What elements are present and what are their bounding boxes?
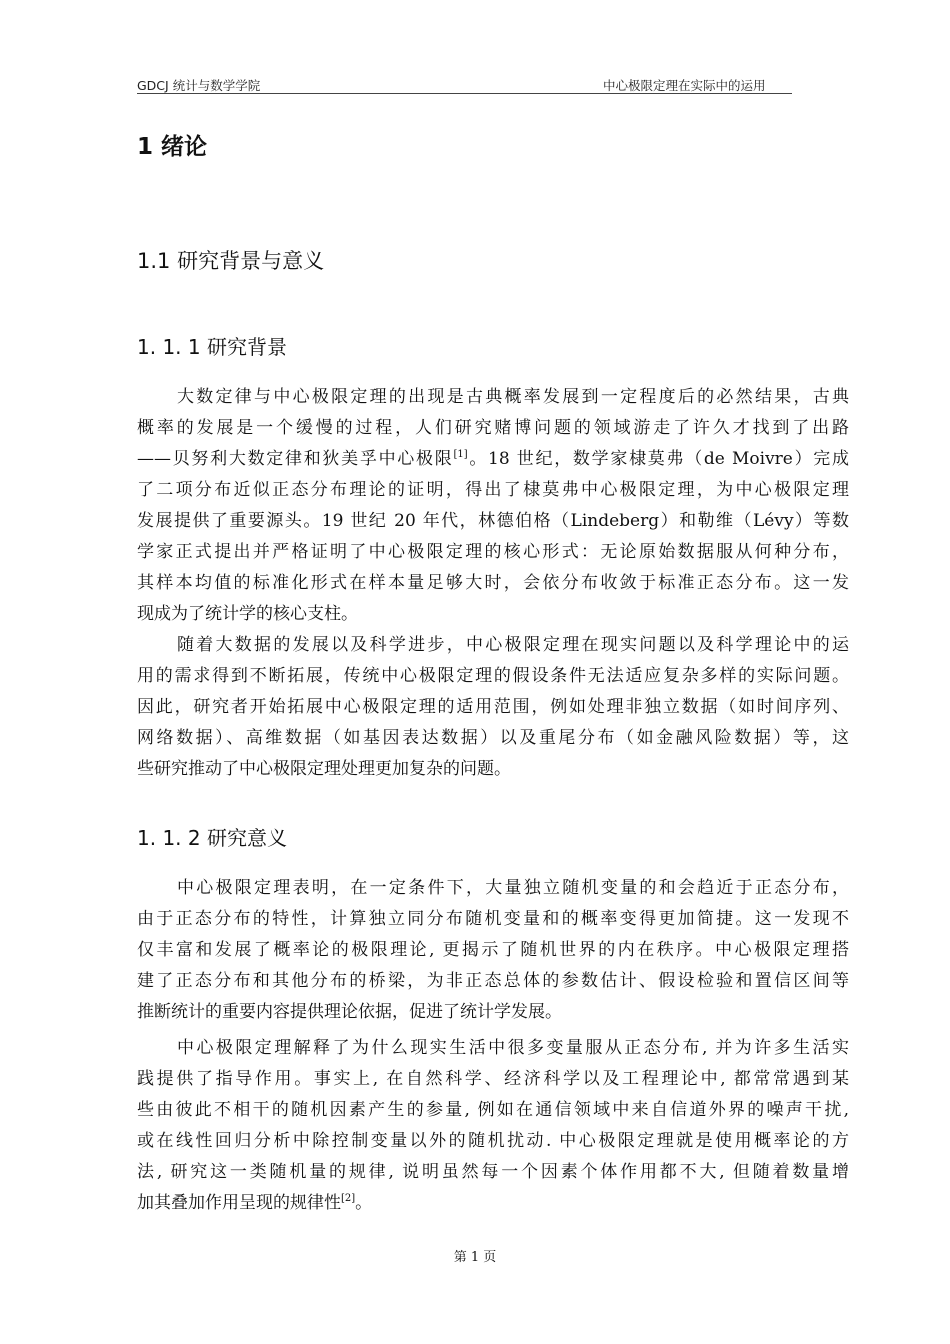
text-line: 用的需求得到不断拓展，传统中心极限定理的假设条件无法适应复杂多样的实际问题。 <box>137 666 849 686</box>
text-segment: ——贝努利大数定律和狄美孚中心极限 <box>137 449 454 469</box>
citation-ref: [2] <box>341 1193 356 1204</box>
text-segment: 加其叠加作用呈现的规律性 <box>137 1193 341 1213</box>
subsection-title-background: 1. 1. 1 研究背景 <box>137 335 287 359</box>
header-left: GDCJ 统计与数学学院 <box>137 78 261 93</box>
paragraph-background-2 <box>137 630 849 785</box>
paragraph-background-1 <box>137 382 849 630</box>
text-line: 网络数据）、高维数据（如基因表达数据）以及重尾分布（如金融风险数据）等，这 <box>137 728 849 748</box>
paragraph-significance-2 <box>137 1033 849 1219</box>
text-line: 或在线性回归分析中除控制变量以外的随机扰动. 中心极限定理就是使用概率论的方 <box>137 1131 849 1151</box>
text-line: 随着大数据的发展以及科学进步，中心极限定理在现实问题以及科学理论中的运 <box>177 635 849 655</box>
paragraph-significance-1 <box>137 873 849 1028</box>
text-segment: 。18 世纪，数学家棣莫弗（de Moivre）完成 <box>467 449 849 469</box>
text-line: 发展提供了重要源头。19 世纪 20 年代，林德伯格（Lindeberg）和勒维（Lévy）等数 <box>137 511 849 531</box>
text-line: 了二项分布近似正态分布理论的证明，得出了棣莫弗中心极限定理，为中心极限定理 <box>137 480 849 500</box>
chapter-title: 1 绪论 <box>137 134 208 160</box>
citation-ref: [1] <box>453 449 468 460</box>
header-right: 中心极限定理在实际中的运用 <box>603 78 766 93</box>
text-segment: 。 <box>355 1193 373 1213</box>
text-line: 建了正态分布和其他分布的桥梁，为非正态总体的参数估计、假设检验和置信区间等 <box>137 971 849 991</box>
text-line <box>137 1188 849 1219</box>
header-divider <box>137 93 792 94</box>
text-line: 些研究推动了中心极限定理处理更加复杂的问题。 <box>137 759 511 779</box>
text-line: 践提供了指导作用。事实上, 在自然科学、经济科学以及工程理论中, 都常常遇到某 <box>137 1069 849 1089</box>
text-line: 中心极限定理表明，在一定条件下，大量独立随机变量的和会趋近于正态分布， <box>177 878 849 898</box>
text-line: 大数定律与中心极限定理的出现是古典概率发展到一定程度后的必然结果，古典 <box>177 387 849 407</box>
text-line: 学家正式提出并严格证明了中心极限定理的核心形式：无论原始数据服从何种分布， <box>137 542 849 562</box>
text-line: 其样本均值的标准化形式在样本量足够大时，会依分布收敛于标准正态分布。这一发 <box>137 573 849 593</box>
text-line: 推断统计的重要内容提供理论依据，促进了统计学发展。 <box>137 1002 562 1022</box>
text-line: 现成为了统计学的核心支柱。 <box>137 604 358 624</box>
text-line <box>137 444 849 475</box>
subsection-title-significance: 1. 1. 2 研究意义 <box>137 826 287 850</box>
text-line: 概率的发展是一个缓慢的过程，人们研究赌博问题的领域游走了许久才找到了出路 <box>137 418 849 438</box>
text-line: 由于正态分布的特性，计算独立同分布随机变量和的概率变得更加简捷。这一发现不 <box>137 909 849 929</box>
text-line: 法, 研究这一类随机量的规律, 说明虽然每一个因素个体作用都不大, 但随着数量增 <box>137 1162 849 1182</box>
text-line: 因此，研究者开始拓展中心极限定理的适用范围，例如处理非独立数据（如时间序列、 <box>137 697 849 717</box>
section-title: 1.1 研究背景与意义 <box>137 249 325 273</box>
text-line: 中心极限定理解释了为什么现实生活中很多变量服从正态分布, 并为许多生活实 <box>177 1038 849 1058</box>
text-line: 些由彼此不相干的随机因素产生的参量, 例如在通信领域中来自信道外界的噪声干扰, <box>137 1100 849 1120</box>
page-number: 第 1 页 <box>453 1250 497 1265</box>
text-line: 仅丰富和发展了概率论的极限理论, 更揭示了随机世界的内在秩序。中心极限定理搭 <box>137 940 849 960</box>
